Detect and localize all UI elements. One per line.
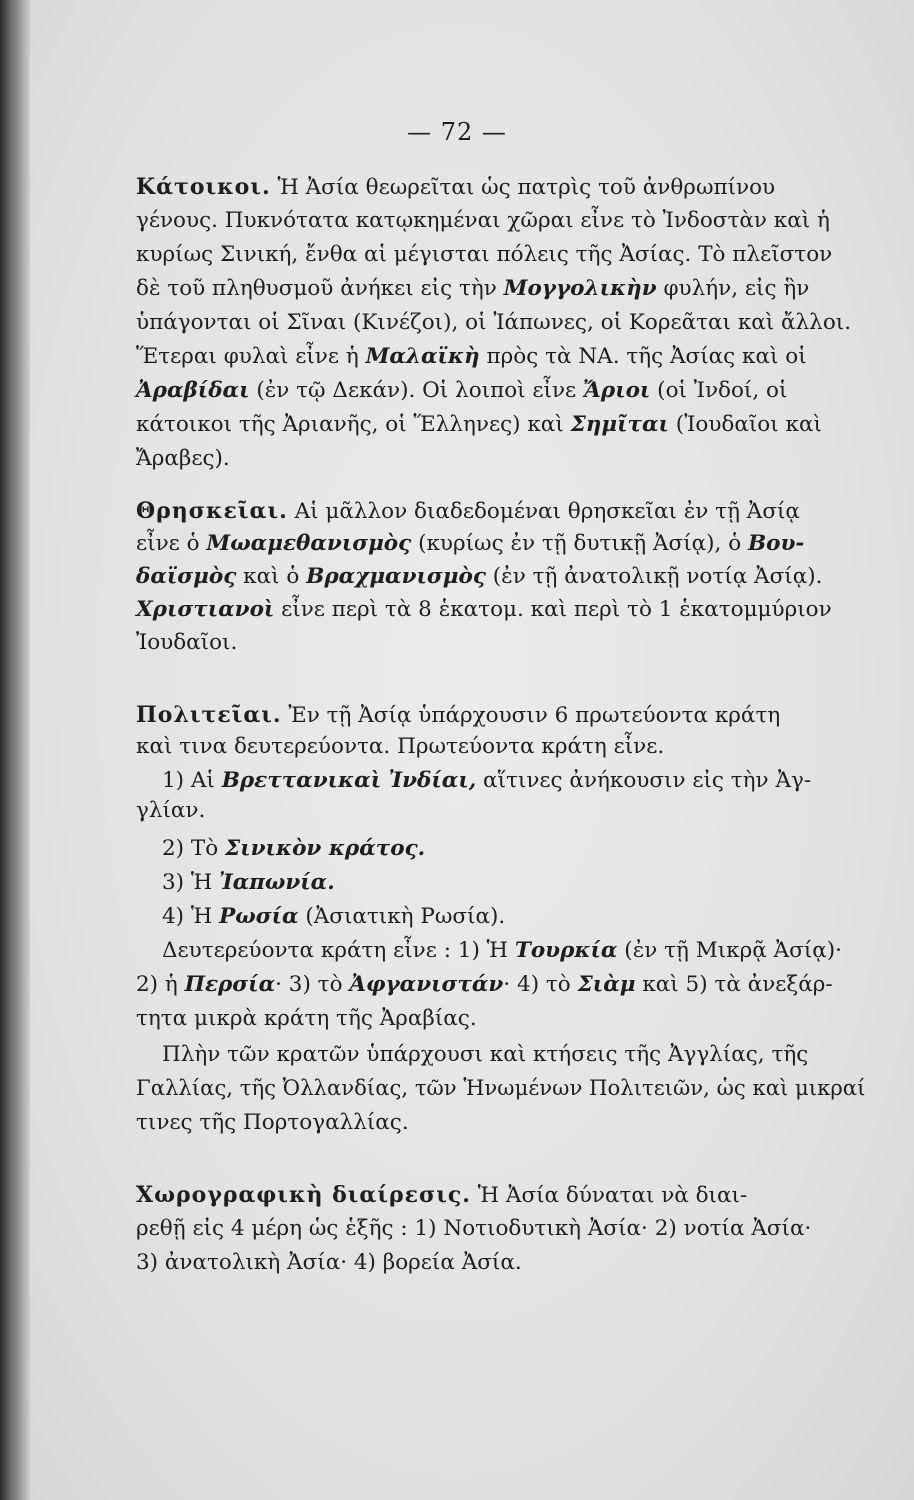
text-line: καὶ τινα δευτερεύοντα. Πρωτεύοντα κράτη εἶνε. xyxy=(136,734,665,759)
page-edge-shadow xyxy=(0,0,30,1500)
text-line: γλίαν. xyxy=(136,798,206,823)
list-item: 4) Ἡ Ρωσία (Ἀσιατικὴ Ρωσία). xyxy=(162,904,506,929)
list-item: 1) Αἱ Βρεττανικαὶ Ἰνδίαι, αἵτινες ἀνήκουσιν εἰς τὴν Ἀγ- xyxy=(162,768,812,793)
list-item: 2) Τὸ Σινικὸν κράτος. xyxy=(162,836,426,861)
text-line: 2) ἡ Περσία· 3) τὸ Ἀφγανιστάν· 4) τὸ Σιὰμ καὶ 5) τὰ ἀνεξάρ- xyxy=(136,972,833,997)
text-line: Πολιτεῖαι. Ἐν τῇ Ἀσίᾳ ὑπάρχουσιν 6 πρωτεύοντα κράτη xyxy=(136,702,781,728)
section-heading: Χωρογραφικὴ διαίρεσις. xyxy=(136,1182,471,1208)
section-heading: Κάτοικοι. xyxy=(136,174,271,200)
page-number: — 72 — xyxy=(407,118,507,146)
text-line: τητα μικρὰ κράτη τῆς Ἀραβίας. xyxy=(136,1006,477,1031)
text-line: εἶνε ὁ Μωαμεθανισμὸς (κυρίως ἐν τῇ δυτικῇ Ἀσίᾳ), ὁ Βου- xyxy=(136,531,805,556)
text-line: Ἕτεραι φυλαὶ εἶνε ἡ Μαλαϊκὴ πρὸς τὰ ΝΑ. τῆς Ἀσίας καὶ οἱ xyxy=(136,344,807,369)
text-line: ὑπάγονται οἱ Σῖναι (Κινέζοι), οἱ Ἰάπωνες, οἱ Κορεᾶται καὶ ἄλλοι. xyxy=(136,310,852,335)
text-line: Ἰουδαῖοι. xyxy=(136,630,238,655)
text-line: Χριστιανοὶ εἶνε περὶ τὰ 8 ἑκατομ. καὶ περὶ τὸ 1 ἑκατομμύριον xyxy=(136,597,832,622)
text-line: δὲ τοῦ πληθυσμοῦ ἀνήκει εἰς τὴν Μογγολικὴν φυλήν, εἰς ἣν xyxy=(136,276,810,301)
text-line: τινες τῆς Πορτογαλλίας. xyxy=(136,1110,409,1135)
text-line: Κάτοικοι. Ἡ Ἀσία θεωρεῖται ὡς πατρὶς τοῦ ἀνθρωπίνου xyxy=(136,174,776,200)
text-line: γένους. Πυκνότατα κατῳκημέναι χῶραι εἶνε τὸ Ἰνδοστὰν καὶ ἡ xyxy=(136,208,830,233)
text-line: Δευτερεύοντα κράτη εἶνε : 1) Ἡ Τουρκία (ἐν τῇ Μικρᾷ Ἀσίᾳ)· xyxy=(162,938,842,963)
text-line: κάτοικοι τῆς Ἀριανῆς, οἱ Ἕλληνες) καὶ Σημῖται (Ἰουδαῖοι καὶ xyxy=(136,412,822,437)
text-line: Χωρογραφικὴ διαίρεσις. Ἡ Ἀσία δύναται νὰ διαι- xyxy=(136,1182,748,1208)
section-heading: Πολιτεῖαι. xyxy=(136,702,282,728)
text-line: κυρίως Σινική, ἔνθα αἱ μέγισται πόλεις τῆς Ἀσίας. Τὸ πλεῖστον xyxy=(136,242,833,267)
text-line: Ἄραβες). xyxy=(136,446,230,471)
text-line: δαϊσμὸς καὶ ὁ Βραχμανισμὸς (ἐν τῇ ἀνατολικῇ νοτίᾳ Ἀσίᾳ). xyxy=(136,564,823,589)
list-item: 3) Ἡ Ἰαπωνία. xyxy=(162,870,335,895)
text-line: 3) ἀνατολικὴ Ἀσία· 4) βορεία Ἀσία. xyxy=(136,1250,522,1275)
text-line: Θρησκεῖαι. Αἱ μᾶλλον διαδεδομέναι θρησκεῖαι ἐν τῇ Ἀσίᾳ xyxy=(136,498,800,524)
section-heading: Θρησκεῖαι. xyxy=(136,498,288,524)
text-line: Πλὴν τῶν κρατῶν ὑπάρχουσι καὶ κτήσεις τῆς Ἀγγλίας, τῆς xyxy=(162,1042,809,1067)
text-line: Ἀραβίδαι (ἐν τῷ Δεκάν). Οἱ λοιποὶ εἶνε Ἄριοι (οἱ Ἰνδοί, οἱ xyxy=(136,378,788,403)
text-line: Γαλλίας, τῆς Ὀλλανδίας, τῶν Ἡνωμένων Πολιτειῶν, ὡς καὶ μικραί xyxy=(136,1076,866,1101)
text-line: ρεθῇ εἰς 4 μέρη ὡς ἑξῆς : 1) Νοτιοδυτικὴ Ἀσία· 2) νοτία Ἀσία· xyxy=(136,1216,812,1241)
